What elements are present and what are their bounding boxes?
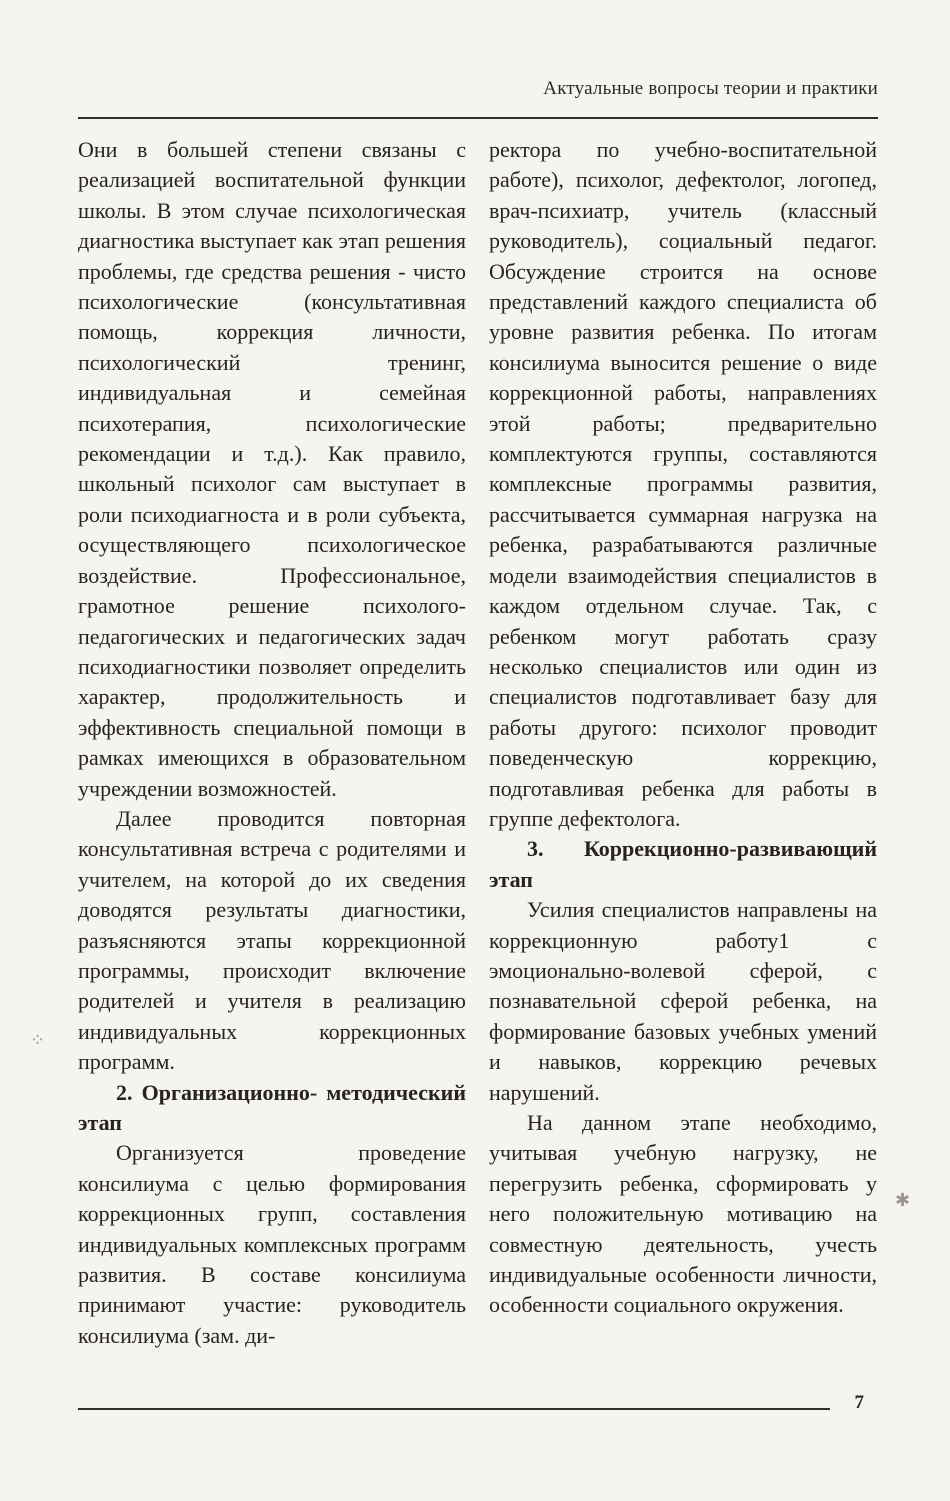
footer-rule (78, 1408, 830, 1410)
paragraph: Они в большей степени связаны с реализацией воспитательной функции школы. В этом случае психологическая диагностика выступает как этап решения проблемы, где средства решения - чисто психологические (консультативная помощь, коррекция личности, психологический тренинг, индивидуальная и семейная психотерапия, психологические рекомендации и т.д.). Как правило, школьный психолог сам выступает в роли психодиагноста и в роли субъекта, осуществляющего психологическое воздействие. Профессиональное, грамотное решение психолого-педагогических и педагогических задач психодиагностики позволяет определить характер, продолжительность и эффективность специальной помощи в рамках имеющихся в образовательном учреждении возможностей. (78, 137, 466, 801)
header-rule (78, 117, 878, 119)
scan-speck-icon: ⁘ (30, 1030, 46, 1051)
paragraph: Усилия специалистов направлены на коррекционную работу1 с эмоционально-волевой сферой, с познавательной сферой ребенка, на формирование базовых учебных умений и навыков, коррекцию речевых нарушений. (489, 897, 877, 1105)
page-number: 7 (854, 1392, 864, 1413)
scan-speck-icon: ✱ (895, 1190, 911, 1211)
section-heading: 2. Организационно- методический этап (78, 1079, 466, 1135)
section-heading: 3. Коррекционно-развивающий этап (489, 836, 877, 892)
paragraph: Организуется проведение консилиума с целью формирования коррекционных групп, составления индивидуальных комплексных программ развития. В составе консилиума принимают участие: руководитель консилиума (зам. ди- (78, 1140, 466, 1348)
paragraph: На данном этапе необходимо, учитывая учебную нагрузку, не перегрузить ребенка, сформировать у него положительную мотивацию на совместную деятельность, учесть индивидуальные особенности личности, особенности социального окружения. (489, 1110, 877, 1318)
right-column (489, 135, 877, 1321)
left-column (78, 135, 466, 1351)
paragraph: ректора по учебно-воспитательной работе), психолог, дефектолог, логопед, врач-психиатр, учитель (классный руководитель), социальный педагог. Обсуждение строится на основе представлений каждого специалиста об уровне развития ребенка. По итогам консилиума выносится решение о виде коррекционной работы, направлениях этой работы; предварительно комплектуются группы, составляются комплексные программы развития, рассчитывается суммарная нагрузка на ребенка, разрабатываются различные модели взаимодействия специалистов в каждом отдельном случае. Так, с ребенком могут работать сразу несколько специалистов или один из специалистов подготавливает базу для работы другого: психолог проводит поведенческую коррекцию, подготавливая ребенка для работы в группе дефектолога. (489, 137, 877, 831)
paragraph: Далее проводится повторная консультативная встреча с родителями и учителем, на которой до их сведения доводятся результаты диагностики, разъясняются этапы коррекционной программы, происходит включение родителей и учителя в реализацию индивидуальных коррекционных программ. (78, 805, 466, 1075)
running-header: Актуальные вопросы теории и практики (543, 78, 878, 99)
